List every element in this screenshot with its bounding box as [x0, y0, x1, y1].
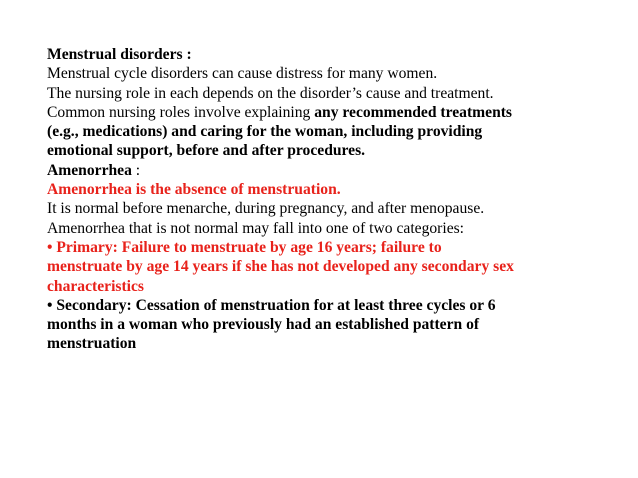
amenorrhea-definition: Amenorrhea is the absence of menstruation.: [47, 181, 341, 199]
slide-content: [47, 45, 627, 354]
roles-line-2: (e.g., medications) and caring for the woman, including providing: [47, 123, 483, 141]
primary-line-2: menstruate by age 14 years if she has not developed any secondary sex: [47, 258, 514, 276]
intro-line-2: The nursing role in each depends on the disorder’s cause and treatment.: [47, 84, 494, 102]
roles-line-3: emotional support, before and after procedures.: [47, 142, 366, 160]
amenorrhea-heading-suffix: :: [131, 161, 141, 179]
amenorrhea-categories: Amenorrhea that is not normal may fall into one of two categories:: [47, 219, 465, 237]
roles-lead: Common nursing roles involve explaining: [47, 103, 315, 121]
secondary-line-3: menstruation: [47, 335, 137, 353]
intro-line-1: Menstrual cycle disorders can cause distress for many women.: [47, 65, 438, 83]
roles-line-1: [47, 103, 627, 122]
primary-line-1: • Primary: Failure to menstruate by age 16 years; failure to: [47, 238, 442, 256]
secondary-line-2: months in a woman who previously had an established pattern of: [47, 316, 480, 334]
amenorrhea-heading-line: [47, 161, 627, 180]
amenorrhea-heading: Amenorrhea: [47, 161, 132, 179]
primary-line-3: characteristics: [47, 277, 144, 295]
slide-title: Menstrual disorders :: [47, 46, 192, 63]
secondary-line-1: • Secondary: Cessation of menstruation for at least three cycles or 6: [47, 296, 496, 314]
roles-bold-1: any recommended treatments: [314, 103, 513, 121]
amenorrhea-normal: It is normal before menarche, during pregnancy, and after menopause.: [47, 200, 485, 218]
